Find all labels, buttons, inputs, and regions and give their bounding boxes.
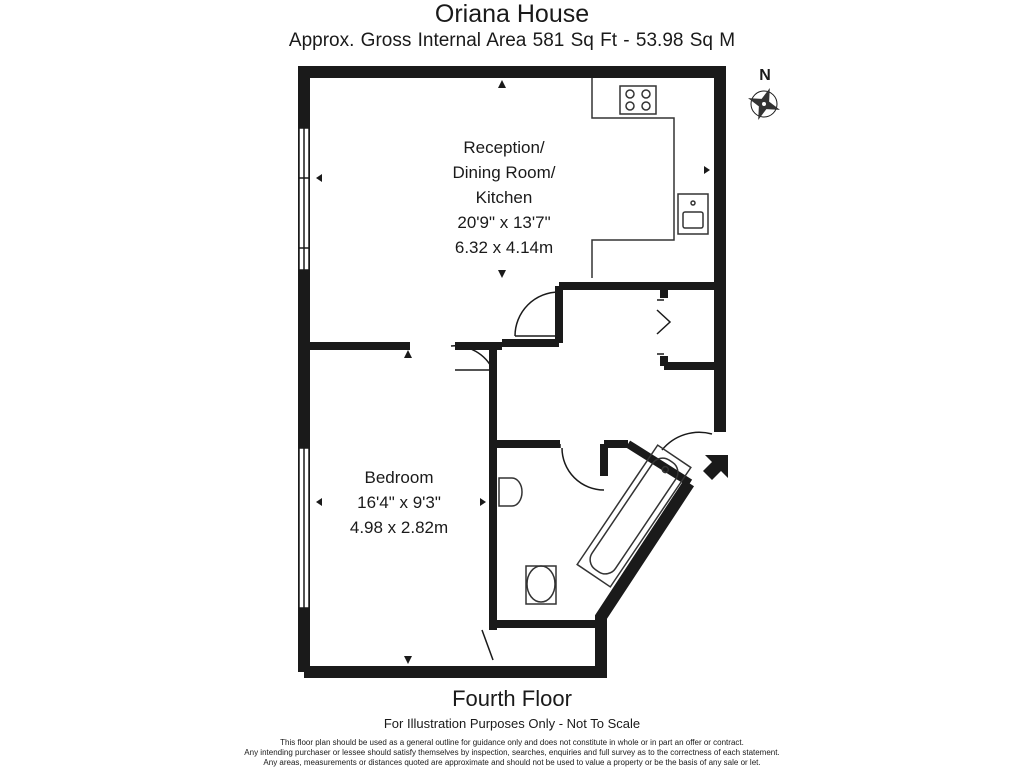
illustration-note: For Illustration Purposes Only - Not To Scale xyxy=(383,716,641,731)
reception-name-line-3: Kitchen xyxy=(475,188,533,207)
disclaimer-line-3: Any areas, measurements or distances quoted are approximate and should not be used to value a property or be the basis of any sale or let. xyxy=(263,758,761,767)
compass-icon xyxy=(742,82,786,126)
floor-label: Fourth Floor xyxy=(452,686,572,711)
gross-internal-area: Approx. Gross Internal Area 581 Sq Ft - 53.98 Sq M xyxy=(288,30,736,51)
bedroom-imperial-size: 16'4" x 9'3" xyxy=(357,493,441,512)
reception-metric-size: 6.32 x 4.14m xyxy=(454,238,554,257)
outer-walls xyxy=(304,72,720,672)
disclaimer-line-1: This floor plan should be used as a general outline for guidance only and does not constitute in whole or in part an offer or contract. xyxy=(280,738,744,747)
bedroom-metric-size: 4.98 x 2.82m xyxy=(349,518,449,537)
disclaimer xyxy=(0,738,1024,768)
entrance-arrow-icon xyxy=(703,455,728,480)
reception-name-line-2: Dining Room/ xyxy=(452,163,556,182)
reception-name-line-1: Reception/ xyxy=(463,138,545,157)
reception-imperial-size: 20'9" x 13'7" xyxy=(457,213,551,232)
plan-title: Oriana House xyxy=(434,0,590,28)
disclaimer-line-2: Any intending purchaser or lessee should satisfy themselves by inspection, searches, enquiries and full survey as to the correctness of each statement. xyxy=(244,748,780,757)
bedroom-name: Bedroom xyxy=(364,468,434,487)
compass-north-label: N xyxy=(759,67,771,84)
kitchen-counter xyxy=(592,78,708,278)
